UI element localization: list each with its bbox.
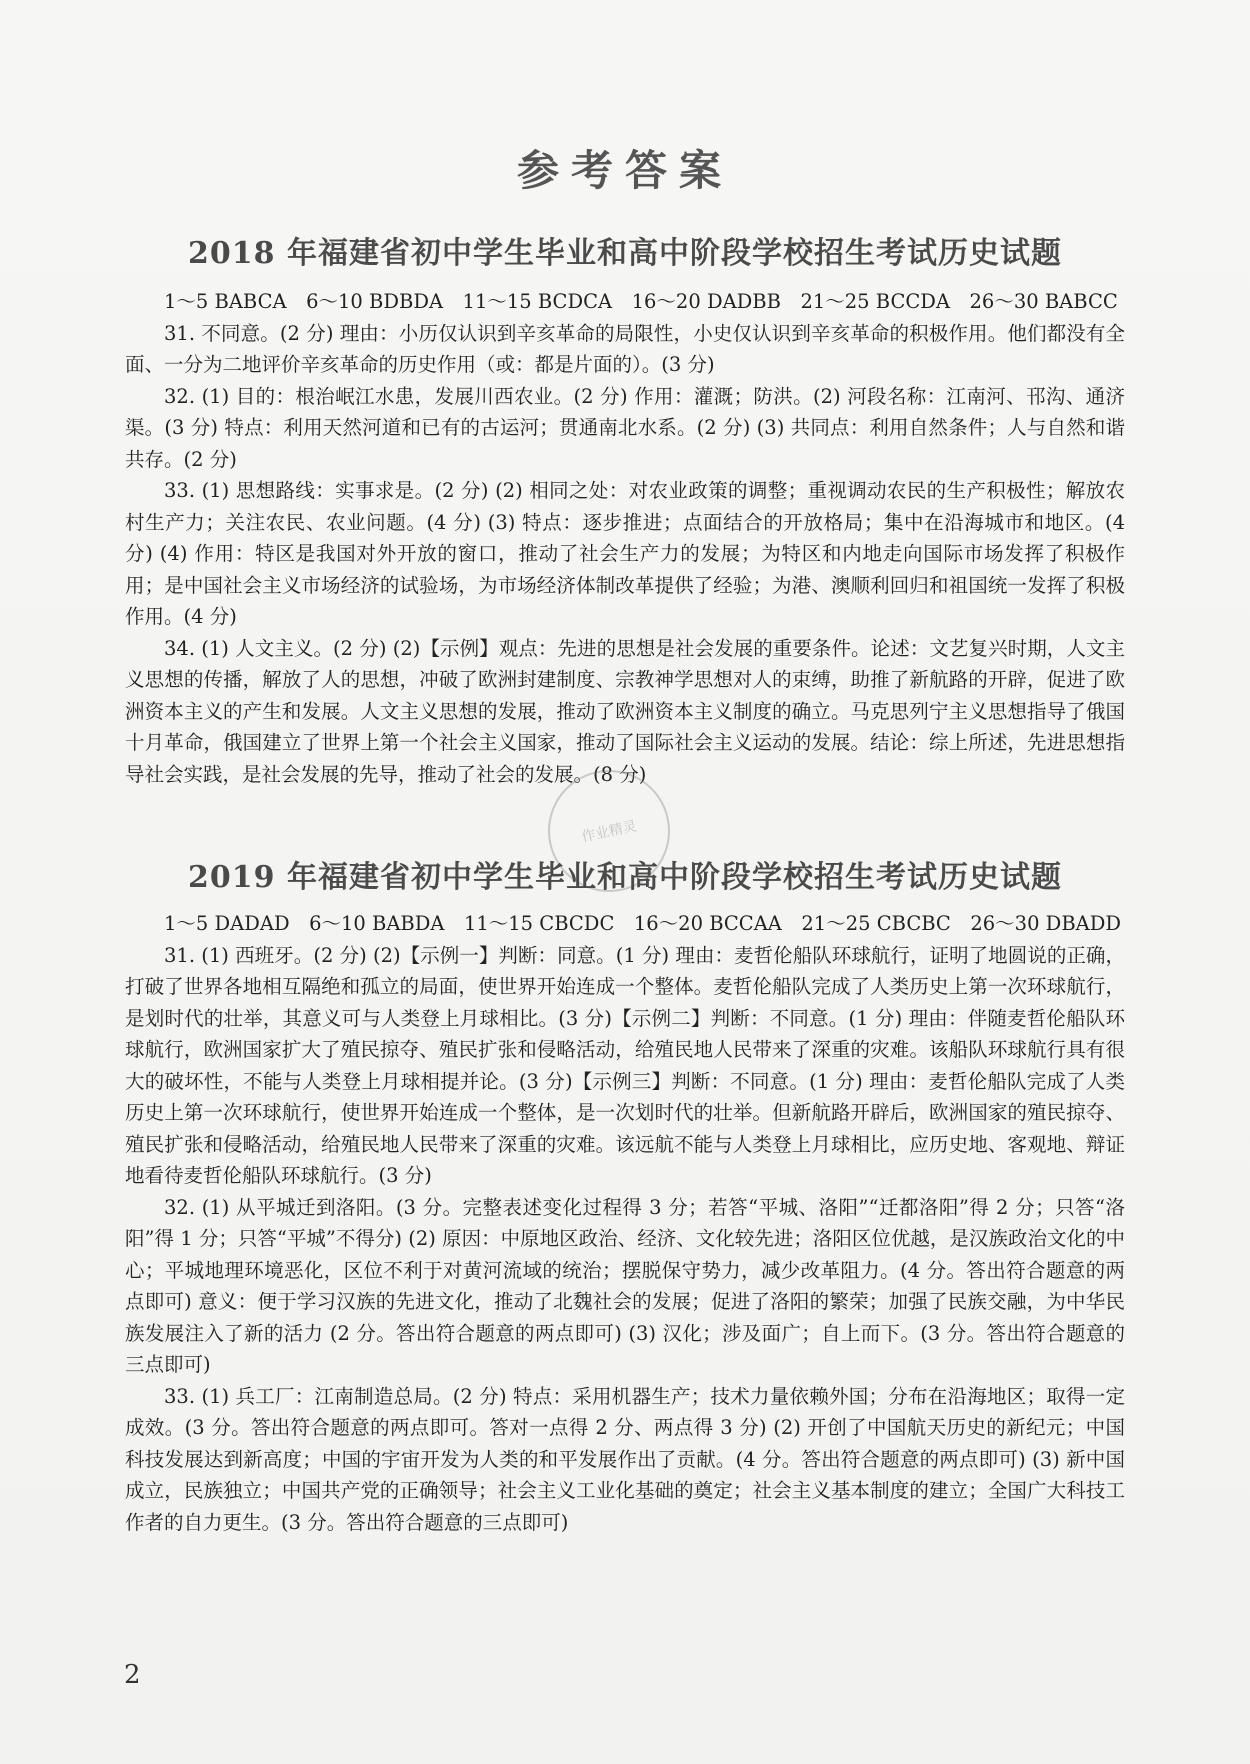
answer-paragraph: 32. (1) 从平城迁到洛阳。(3 分。完整表述变化过程得 3 分；若答“平城、洛阳”“迁都洛阳”得 2 分；只答“洛阳”得 1 分；只答“平城”不得分) (2) 原因：中原地区政治、经济、文化较先进；洛阳区位优越，是汉族政治文化的中心；平城地理环境恶化，区位不利于对黄河流域的统治；摆脱保守势力，减少改革阻力。(4 分。答出符合题意的两点即可) 意义：便于学习汉族的先进文化，推动了北魏社会的发展；促进了洛阳的繁荣；加强了民族交融，为中华民族发展注入了新的活力 (2 分。答出符合题意的两点即可) (3) 汉化；涉及面广；自上而下。(3 分。答出符合题意的三点即可) [125,1195,1125,1376]
page-number: 2 [124,1660,141,1690]
watermark-stamp: 作业精灵 [537,759,682,904]
section-heading-2018: 2018 年福建省初中学生毕业和高中阶段学校招生考试历史试题 [188,236,1062,271]
answer-paragraph: 31. (1) 西班牙。(2 分) (2)【示例一】判断：同意。(1 分) 理由：麦哲伦船队环球航行，证明了地圆说的正确，打破了世界各地相互隔绝和孤立的局面，使世界开始连成一个整体。麦哲伦船队完成了人类历史上第一次环球航行，是划时代的壮举，其意义可与人类登上月球相比。(3 分)【示例二】判断：不同意。(1 分) 理由：伴随麦哲伦船队环球航行，欧洲国家扩大了殖民掠夺、殖民扩张和侵略活动，给殖民地人民带来了深重的灾难。该船队环球航行具有很大的破坏性，不能与人类登上月球相提并论。(3 分)【示例三】判断：不同意。(1 分) 理由：麦哲伦船队完成了人类历史上第一次环球航行，使世界开始连成一个整体，是一次划时代的壮举。但新航路开辟后，欧洲国家的殖民掠夺、殖民扩张和侵略活动，给殖民地人民带来了深重的灾难。该远航不能与人类登上月球相比，应历史地、客观地、辩证地看待麦哲伦船队环球航行。(3 分) [125,943,1125,1187]
answer-paragraph: 1～5 BABCA 6～10 BDBDA 11～15 BCDCA 16～20 DADBB 21～25 BCCDA 26～30 BABCC [164,290,1118,313]
section-heading-2019: 2019 年福建省初中学生毕业和高中阶段学校招生考试历史试题 [188,860,1062,895]
answer-paragraph: 31. 不同意。(2 分) 理由：小历仅认识到辛亥革命的局限性，小史仅认识到辛亥革命的积极作用。他们都没有全面、一分为二地评价辛亥革命的历史作用（或：都是片面的）。(3 分) [125,321,1125,376]
answer-paragraph: 32. (1) 目的：根治岷江水患，发展川西农业。(2 分) 作用：灌溉；防洪。(2) 河段名称：江南河、邗沟、通济渠。(3 分) 特点：利用天然河道和已有的古运河；贯通南北水系。(2 分) (3) 共同点：利用自然条件；人与自然和谐共存。(2 分) [125,384,1125,471]
answer-paragraph: 33. (1) 兵工厂：江南制造总局。(2 分) 特点：采用机器生产；技术力量依赖外国；分布在沿海地区；取得一定成效。(3 分。答出符合题意的两点即可。答对一点得 2 分、两点得 3 分) (2) 开创了中国航天历史的新纪元；中国科技发展达到新高度；中国的宇宙开发为人类的和平发展作出了贡献。(4 分。答出符合题意的两点即可) (3) 新中国成立，民族独立；中国共产党的正确领导；社会主义工业化基础的奠定；社会主义基本制度的建立；全国广大科技工作者的自力更生。(3 分。答出符合题意的三点即可) [125,1384,1125,1534]
answer-paragraph: 34. (1) 人文主义。(2 分) (2)【示例】观点：先进的思想是社会发展的重要条件。论述：文艺复兴时期，人文主义思想的传播，解放了人的思想，冲破了欧洲封建制度、宗教神学思想对人的束缚，助推了新航路的开辟，促进了欧洲资本主义的产生和发展。人文主义思想的发展，推动了欧洲资本主义制度的确立。马克思列宁主义思想指导了俄国十月革命，俄国建立了世界上第一个社会主义国家，推动了国际社会主义运动的发展。结论：综上所述，先进思想指导社会实践，是社会发展的先导，推动了社会的发展。(8 分) [125,636,1125,786]
section-body-2018 [125,286,1125,790]
page-title: 参考答案 [516,146,733,195]
answer-paragraph: 1～5 DADAD 6～10 BABDA 11～15 CBCDC 16～20 BCCAA 21～25 CBCBC 26～30 DBADD [164,912,1121,935]
answer-paragraph: 33. (1) 思想路线：实事求是。(2 分) (2) 相同之处：对农业政策的调整；重视调动农民的生产积极性；解放农村生产力；关注农民、农业问题。(4 分) (3) 特点：逐步推进；点面结合的开放格局；集中在沿海城市和地区。(4 分) (4) 作用：特区是我国对外开放的窗口，推动了社会生产力的发展；为特区和内地走向国际市场发挥了积极作用；是中国社会主义市场经济的试验场，为市场经济体制改革提供了经验；为港、澳顺利回归和祖国统一发挥了积极作用。(4 分) [125,479,1125,628]
section-body-2019 [125,908,1125,1538]
